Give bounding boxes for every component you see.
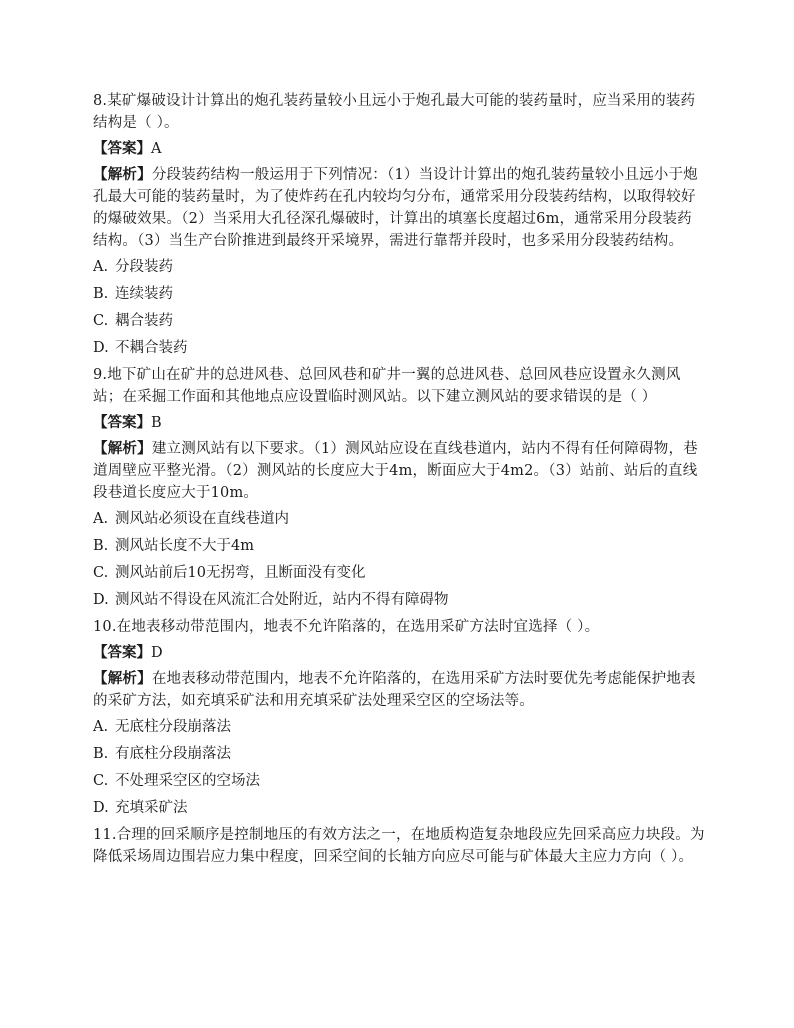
option-letter: B.	[93, 538, 109, 554]
option-letter: A.	[93, 511, 109, 527]
option-letter: A.	[93, 719, 109, 735]
option-letter: D.	[93, 340, 109, 356]
option-letter: D.	[93, 592, 109, 608]
option-c	[93, 770, 705, 792]
analysis-text: 在地表移动带范围内，地表不允许陷落的，在选用采矿方法时要优先考虑能保护地表的采矿方法，如充填采矿法和用充填采矿法处理采空区的空场法等。	[93, 671, 696, 709]
option-letter: C.	[93, 565, 109, 581]
option-text: 不耦合装药	[115, 340, 188, 356]
analysis-paragraph	[93, 164, 705, 252]
document-page	[93, 90, 705, 872]
option-text: 有底柱分段崩落法	[115, 746, 231, 762]
option-c	[93, 310, 705, 332]
answer-tag: 【答案】	[93, 414, 151, 431]
option-text: 不处理采空区的空场法	[115, 773, 260, 789]
answer-line	[93, 412, 705, 434]
question-10	[93, 616, 705, 819]
answer-line	[93, 642, 705, 664]
question-11	[93, 824, 705, 868]
option-text: 测风站长度不大于4m	[115, 538, 254, 554]
question-8	[93, 90, 705, 359]
option-text: 连续装药	[115, 286, 173, 302]
option-letter: B.	[93, 286, 109, 302]
analysis-tag: 【解析】	[93, 440, 152, 457]
answer-line	[93, 138, 705, 160]
answer-value: B	[151, 415, 162, 431]
option-letter: C.	[93, 773, 109, 789]
option-a	[93, 256, 705, 278]
question-9	[93, 364, 705, 611]
analysis-text: 分段装药结构一般运用于下列情况：（1）当设计计算出的炮孔装药量较小且远小于炮孔最大可能的装药量时，为了使炸药在孔内较均匀分布，通常采用分段装药结构，以取得较好的爆破效果。（2）当采用大孔径深孔爆破时，计算出的填塞长度超过6m，通常采用分段装药结构。（3）当生产台阶推进到最终开采境界，需进行靠帮并段时，也多采用分段装药结构。	[93, 167, 698, 249]
analysis-tag: 【解析】	[93, 166, 152, 183]
option-c	[93, 562, 705, 584]
option-a	[93, 716, 705, 738]
option-b	[93, 283, 705, 305]
option-b	[93, 743, 705, 765]
answer-tag: 【答案】	[93, 644, 151, 661]
analysis-text: 建立测风站有以下要求。（1）测风站应设在直线巷道内，站内不得有任何障碍物，巷道周壁应平整光滑。（2）测风站的长度应大于4m，断面应大于4m2。（3）站前、站后的直线段巷道长度应大于10m。	[93, 441, 698, 501]
answer-tag: 【答案】	[93, 140, 151, 157]
option-letter: B.	[93, 746, 109, 762]
option-text: 分段装药	[115, 259, 173, 275]
option-text: 测风站必须设在直线巷道内	[115, 511, 289, 527]
option-a	[93, 508, 705, 530]
option-text: 耦合装药	[115, 313, 173, 329]
analysis-paragraph	[93, 668, 705, 712]
question-stem: 8.某矿爆破设计计算出的炮孔装药量较小且远小于炮孔最大可能的装药量时，应当采用的装药结构是（ ）。	[93, 93, 696, 131]
question-stem: 11.合理的回采顺序是控制地压的有效方法之一，在地质构造复杂地段应先回采高应力块段。为降低采场周边围岩应力集中程度，回采空间的长轴方向应尽可能与矿体最大主应力方向（ ）。	[93, 827, 705, 865]
option-text: 充填采矿法	[115, 800, 188, 816]
answer-value: D	[151, 645, 163, 661]
question-stem: 10.在地表移动带范围内，地表不允许陷落的，在选用采矿方法时宜选择（ ）。	[93, 619, 600, 635]
analysis-tag: 【解析】	[93, 670, 152, 687]
option-d	[93, 797, 705, 819]
option-text: 测风站不得设在风流汇合处附近，站内不得有障碍物	[115, 592, 449, 608]
option-letter: A.	[93, 259, 109, 275]
analysis-paragraph	[93, 438, 705, 504]
option-b	[93, 535, 705, 557]
option-text: 无底柱分段崩落法	[115, 719, 231, 735]
question-stem: 9.地下矿山在矿井的总进风巷、总回风巷和矿井一翼的总进风巷、总回风巷应设置永久测风站；在采掘工作面和其他地点应设置临时测风站。以下建立测风站的要求错误的是（ ）	[93, 367, 681, 405]
answer-value: A	[151, 141, 162, 157]
option-letter: C.	[93, 313, 109, 329]
option-d	[93, 589, 705, 611]
option-letter: D.	[93, 800, 109, 816]
option-d	[93, 337, 705, 359]
option-text: 测风站前后10无拐弯，且断面没有变化	[115, 565, 366, 581]
